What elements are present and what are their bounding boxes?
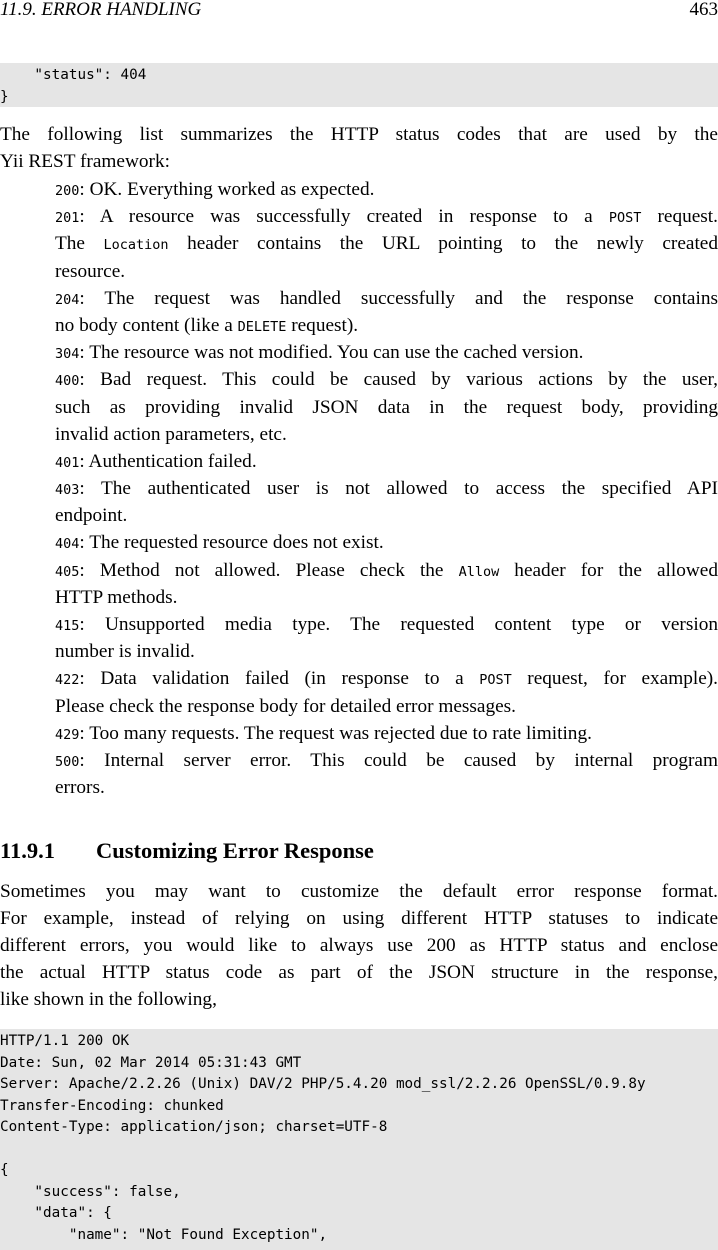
status-item-line: 500: Internal server error. This could be caused by internal program (55, 749, 718, 771)
status-item-line (55, 394, 718, 421)
text-line: Yii REST framework: (0, 151, 170, 172)
status-text: header for the allowed (499, 559, 718, 581)
status-item-line (55, 638, 718, 665)
status-item (55, 611, 718, 665)
status-item-line: 401: Authentication failed. (55, 450, 257, 472)
status-item-line (55, 421, 718, 448)
status-item (55, 366, 718, 448)
page-number: 463 (689, 0, 718, 20)
status-text: endpoint. (55, 505, 128, 527)
running-header-section: 11.9. ERROR HANDLING (0, 0, 202, 20)
status-text: header contains the URL pointing to the newly created (168, 233, 718, 255)
running-header (0, 0, 718, 22)
status-item-line: 405: Method not allowed. Please check the Allow header for the allowed (55, 559, 718, 581)
code-line: Transfer-Encoding: chunked (0, 1097, 224, 1114)
status-item (55, 747, 718, 801)
status-item-line: 200: OK. Everything worked as expected. (55, 179, 375, 200)
status-text: Method not allowed. Please check the (99, 559, 459, 581)
status-text: number is invalid. (55, 641, 195, 663)
status-item (55, 557, 718, 611)
status-item (55, 529, 718, 556)
status-text: Please check the response body for detailed error messages. (55, 695, 516, 717)
text-line: like shown in the following, (0, 989, 217, 1010)
status-text: HTTP methods. (55, 586, 178, 608)
section-title: Customizing Error Response (96, 838, 374, 863)
status-text: Unsupported media type. The requested content type or version (105, 614, 718, 635)
status-text: no body content (like a (55, 314, 238, 336)
intro-paragraph (0, 121, 718, 175)
status-text: resource. (55, 260, 126, 282)
status-item-line: 304: The resource was not modified. You can use the cached version. (55, 342, 584, 364)
status-code: 429 (55, 726, 80, 743)
status-item (55, 475, 718, 529)
status-code: 405 (55, 563, 80, 580)
status-item (55, 339, 718, 366)
status-code: 500 (55, 753, 80, 770)
status-code: 404 (55, 536, 80, 553)
status-code: 201 (55, 210, 80, 227)
status-text: The resource was not modified. You can use the cached version. (89, 342, 584, 364)
text-line: Sometimes you may want to customize the default error response format. (0, 881, 718, 902)
text-line: different errors, you would like to always use 200 as HTTP status and enclose (0, 935, 718, 956)
status-text: Too many requests. The request was rejected due to rate limiting. (89, 722, 592, 744)
status-item-line: 201: A resource was successfully created in response to a POST request. (55, 206, 718, 228)
code-line (0, 1139, 718, 1161)
section-heading (0, 836, 374, 866)
status-item-line: 429: Too many requests. The request was rejected due to rate limiting. (55, 722, 592, 744)
status-text: invalid action parameters, etc. (55, 423, 287, 445)
code-line: Server: Apache/2.2.26 (Unix) DAV/2 PHP/5.4.20 mod_ssl/2.2.26 OpenSSL/0.9.8y (0, 1076, 646, 1092)
status-item-line (55, 258, 718, 285)
code-line: Date: Sun, 02 Mar 2014 05:31:43 GMT (0, 1054, 302, 1071)
status-text: errors. (55, 777, 105, 799)
status-text: such as providing invalid JSON data in the request body, providing (55, 396, 718, 418)
status-item-line: 400: Bad request. This could be caused by various actions by the user, (55, 369, 718, 391)
status-item (55, 665, 718, 719)
status-text: request. (641, 206, 718, 228)
status-text: The authenticated user is not allowed to access the specified API (101, 478, 718, 500)
status-text: The request was handled successfully and the response contains (104, 287, 718, 309)
code-line: "name": "Not Found Exception", (0, 1226, 328, 1243)
http-status-code-list (55, 176, 718, 801)
status-text: A resource was successfully created in response to a (99, 206, 609, 228)
status-code: 304 (55, 346, 80, 363)
status-code: 400 (55, 373, 80, 390)
status-item-line: 415: Unsupported media type. The requested content type or version (55, 614, 718, 635)
text-line: The following list summarizes the HTTP status codes that are used by the (0, 124, 718, 145)
status-item-line: 403: The authenticated user is not allowed to access the specified API (55, 478, 718, 500)
status-text: The (55, 233, 104, 255)
status-item-line (55, 502, 718, 529)
status-item-line (55, 312, 718, 339)
code-line: HTTP/1.1 200 OK (0, 1033, 130, 1049)
inline-code: Location (103, 237, 169, 254)
text-line: the actual HTTP status code as part of the JSON structure in the response, (0, 962, 718, 983)
inline-code: POST (479, 672, 512, 689)
status-code: 415 (55, 618, 80, 634)
status-item (55, 203, 718, 285)
code-line: "data": { (0, 1205, 112, 1221)
text-line: For example, instead of relying on using different HTTP statuses to indicate (0, 908, 718, 929)
status-text: Data validation failed (in response to a (100, 668, 480, 690)
code-block-http-response (0, 1029, 718, 1250)
status-item (55, 448, 718, 475)
status-item-line (55, 584, 718, 611)
status-code: 401 (55, 454, 80, 471)
status-item-line: 404: The requested resource does not exist. (55, 532, 384, 554)
status-item-line: 422: Data validation failed (in response to a POST request, for example). (55, 668, 718, 690)
status-code: 403 (55, 482, 80, 499)
code-line: } (0, 88, 9, 105)
status-text: Internal server error. This could be caused by internal program (104, 749, 718, 771)
status-text: request). (286, 314, 359, 336)
status-item (55, 720, 718, 747)
code-block-error-status (0, 63, 718, 107)
code-line: "success": false, (0, 1183, 181, 1200)
section-number: 11.9.1 (0, 838, 56, 863)
status-item-line (55, 774, 718, 801)
status-code: 204 (55, 291, 80, 308)
status-text: The requested resource does not exist. (89, 532, 384, 554)
inline-code: DELETE (237, 318, 287, 335)
code-line: { (0, 1162, 9, 1178)
status-item-line (55, 230, 718, 257)
status-text: OK. Everything worked as expected. (89, 179, 375, 200)
code-line: "status": 404 (0, 67, 147, 83)
code-line: Content-Type: application/json; charset=UTF-8 (0, 1119, 388, 1135)
inline-code: POST (608, 210, 642, 227)
status-code: 200 (55, 183, 80, 199)
status-item (55, 176, 718, 203)
status-item-line (55, 693, 718, 720)
status-item (55, 285, 718, 339)
status-text: Bad request. This could be caused by various actions by the user, (100, 369, 718, 391)
status-text: Authentication failed. (88, 450, 257, 472)
inline-code: Allow (458, 563, 500, 580)
customizing-paragraph (0, 878, 718, 1013)
status-item-line: 204: The request was handled successfully and the response contains (55, 287, 718, 309)
status-text: request, for example). (511, 668, 718, 690)
status-code: 422 (55, 672, 80, 689)
